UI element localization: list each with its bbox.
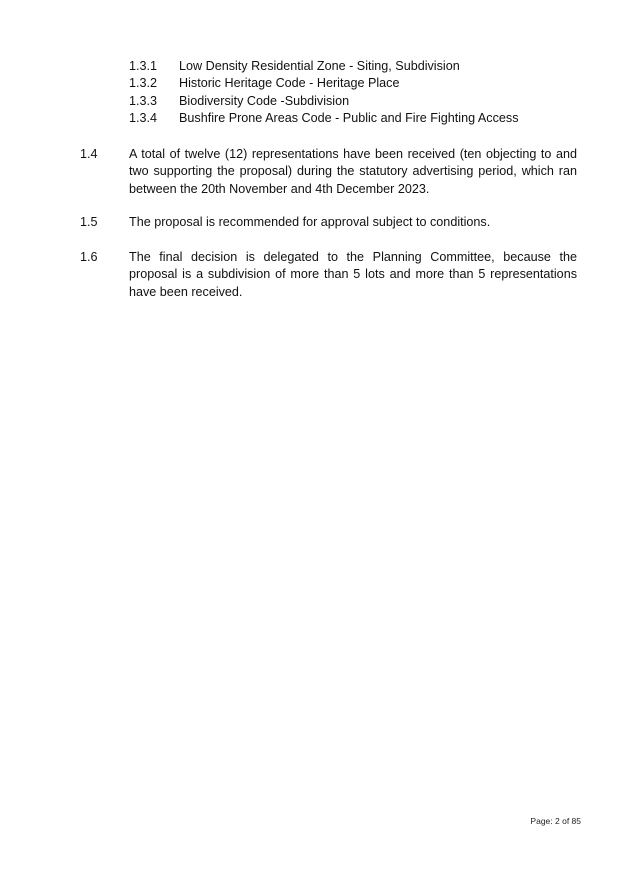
paragraph-1-6 xyxy=(80,249,577,301)
paragraph-text: The proposal is recommended for approval subject to conditions. xyxy=(129,215,491,229)
paragraph-number: 1.4 xyxy=(80,147,98,161)
list-item xyxy=(129,110,589,127)
paragraph-text: The final decision is delegated to the Planning Committee, because the proposal is a subdivision of more than 5 lots and more than 5 representations have been received. xyxy=(129,250,577,299)
list-item-number: 1.3.3 xyxy=(129,93,158,108)
paragraph-1-4 xyxy=(80,146,577,198)
paragraph-number: 1.6 xyxy=(80,250,98,264)
paragraph-1-5 xyxy=(80,214,577,231)
list-item-text: Bushfire Prone Areas Code - Public and Fire Fighting Access xyxy=(179,110,519,125)
list-item-number: 1.3.4 xyxy=(129,110,158,125)
list-item-text: Historic Heritage Code - Heritage Place xyxy=(179,76,400,91)
paragraph-number: 1.5 xyxy=(80,215,98,229)
list-item xyxy=(129,58,589,75)
list-item-number: 1.3.1 xyxy=(129,59,158,73)
paragraph-text: A total of twelve (12) representations have been received (ten objecting to and two supporting the proposal) during the statutory advertising period, which ran between the 20th November and 4th December 2023. xyxy=(129,147,577,196)
list-item-text: Biodiversity Code -Subdivision xyxy=(179,93,350,108)
list-item-number: 1.3.2 xyxy=(129,76,158,91)
sub-item-list xyxy=(129,58,589,127)
list-item xyxy=(129,93,589,110)
list-item-text: Low Density Residential Zone - Siting, Subdivision xyxy=(179,59,460,73)
page-number-footer: Page: 2 of 85 xyxy=(530,816,581,826)
list-item xyxy=(129,75,589,92)
